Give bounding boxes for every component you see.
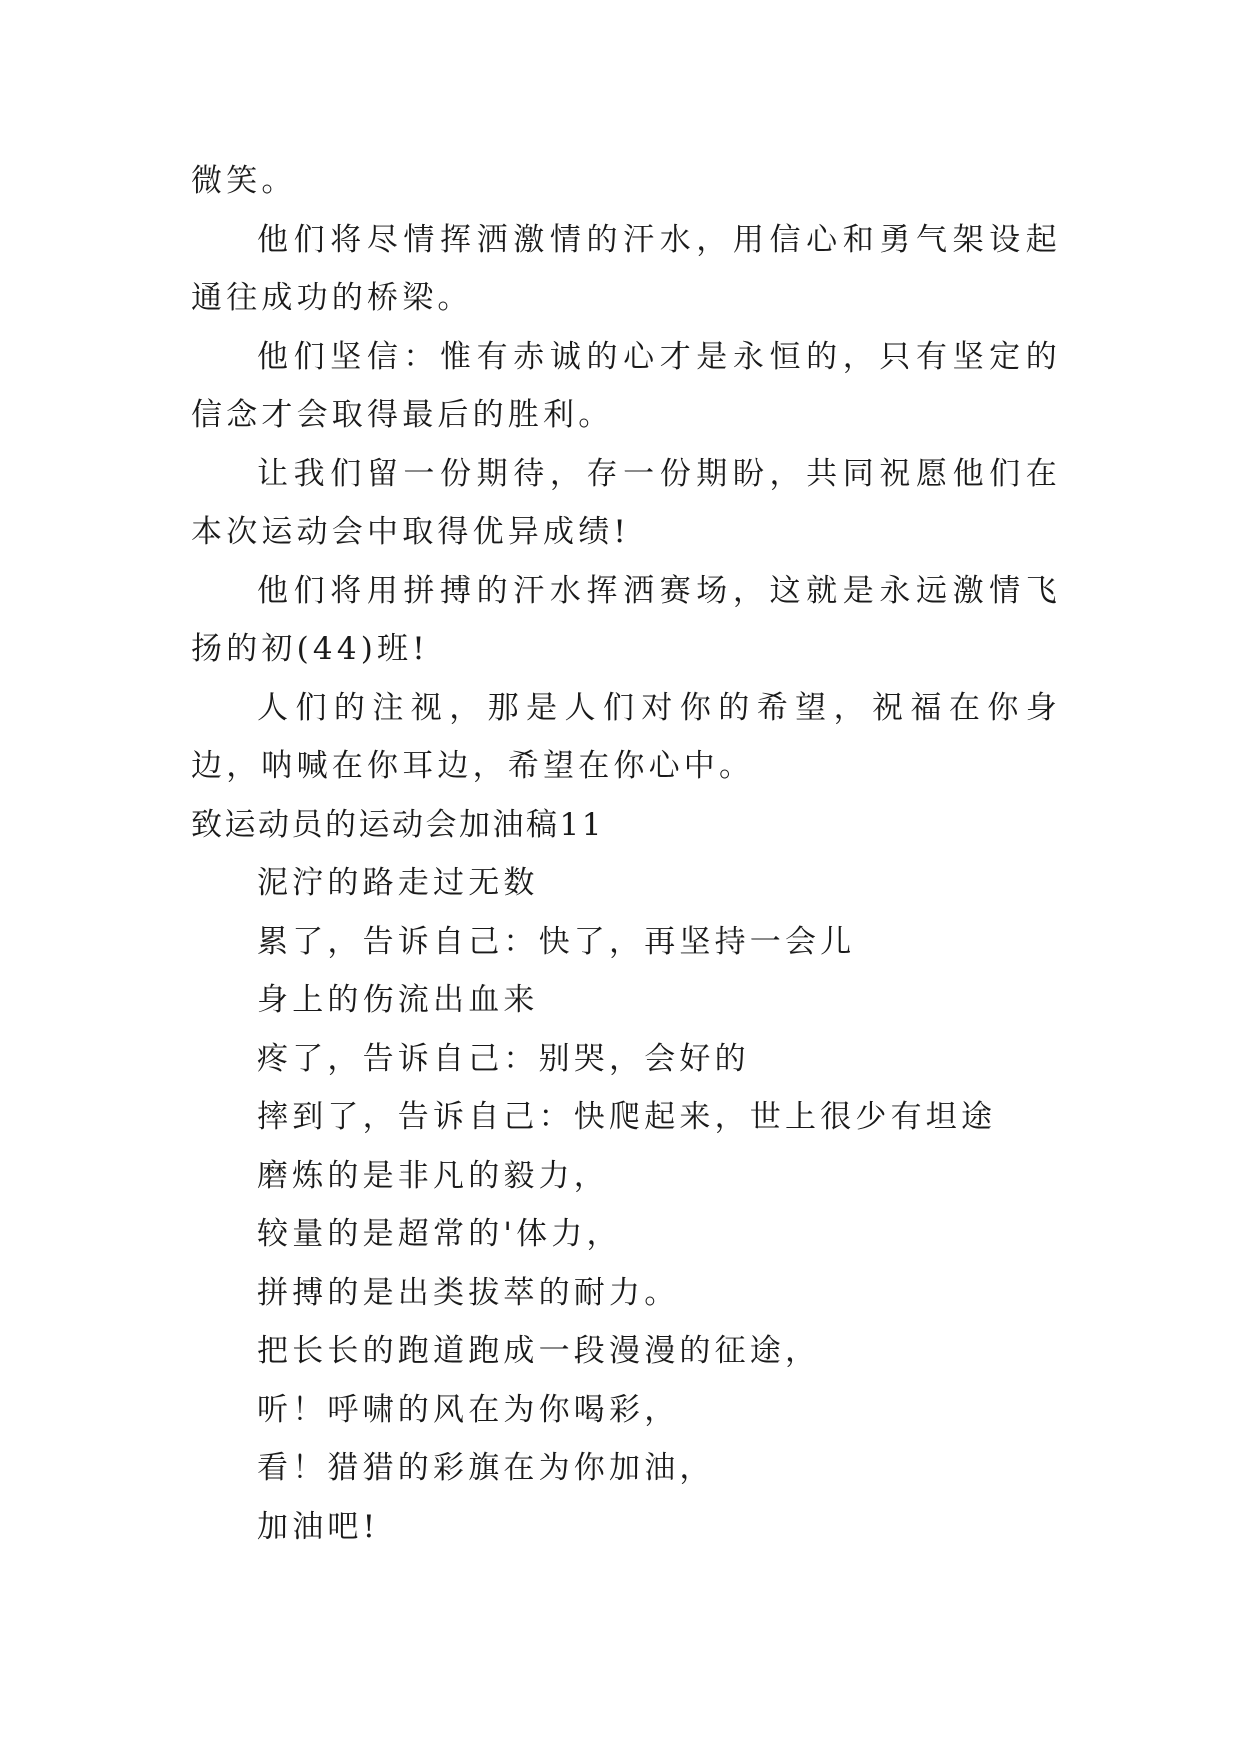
poem-line: 身上的伤流出血来: [257, 982, 539, 1018]
poem-line: 摔到了，告诉自己：快爬起来，世上很少有坦途: [257, 1099, 997, 1135]
paragraph: 他们将用拼搏的汗水挥洒赛场，这就是永远激情飞扬的初(44)班!: [191, 572, 1061, 667]
section-heading: 致运动员的运动会加油稿11: [191, 806, 604, 843]
poem-line: 泥泞的路走过无数: [257, 865, 539, 901]
poem-line: 拼搏的是出类拔萃的耐力。: [257, 1274, 680, 1311]
poem-line: 看！猎猎的彩旗在为你加油，: [257, 1450, 715, 1486]
paragraph: 人们的注视，那是人们对你的希望，祝福在你身边，呐喊在你耳边，希望在你心中。: [191, 689, 1061, 784]
poem: [191, 854, 1061, 1556]
poem-line: 较量的是超常的'体力，: [257, 1216, 622, 1252]
poem-line: 听！呼啸的风在为你喝彩，: [257, 1391, 680, 1428]
poem-line: 疼了，告诉自己：别哭，会好的: [257, 1040, 750, 1077]
paragraph: 让我们留一份期待，存一份期盼，共同祝愿他们在本次运动会中取得优异成绩!: [191, 455, 1061, 550]
poem-line: 加油吧!: [257, 1508, 380, 1545]
poem-line: 累了，告诉自己：快了，再坚持一会儿: [257, 923, 856, 960]
document-body: [191, 152, 1061, 1556]
paragraph: 他们坚信：惟有赤诚的心才是永恒的，只有坚定的信念才会取得最后的胜利。: [191, 338, 1061, 433]
poem-line: 磨炼的是非凡的毅力，: [257, 1157, 609, 1194]
paragraph: 微笑。: [191, 163, 297, 199]
poem-line: 把长长的跑道跑成一段漫漫的征途，: [257, 1333, 821, 1369]
paragraph: 他们将尽情挥洒激情的汗水，用信心和勇气架设起通往成功的桥梁。: [191, 221, 1061, 316]
